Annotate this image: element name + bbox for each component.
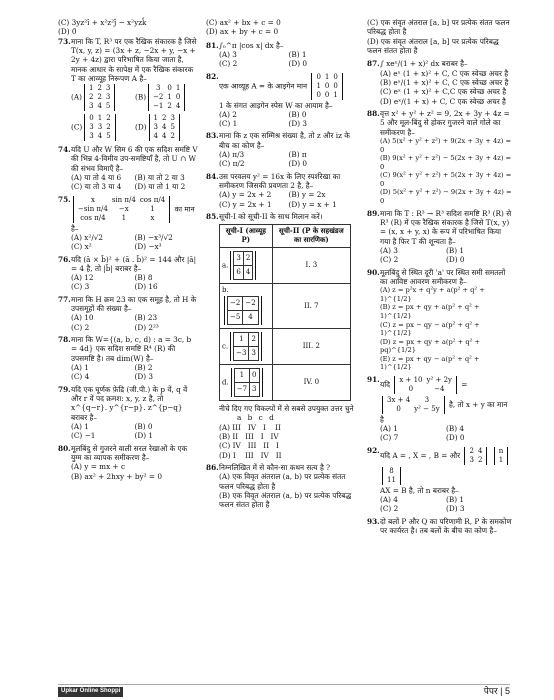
option-d: (D) I III IV II [219, 450, 282, 460]
option-c: (C) π/2 [219, 159, 245, 169]
option-d: (D) eˣ/(1 + x) + C, C एक स्वेच्छ अचर है [380, 96, 506, 106]
question-text: मूलबिंदु से स्थित दूरी 'a' पर स्थित समी समतलों का आविष्ट आवरण समीकरण है– [380, 267, 506, 286]
option-a: (A) eˣ (1 + x)² + C, C एक स्वेच्छ अचर है [380, 68, 509, 78]
question-number: 91. [367, 374, 380, 384]
list-2-header: सूची-II (P के सहखंडज का सारणिक) [272, 225, 350, 248]
matrix-cell: 1 [316, 81, 321, 90]
matrix-cell: −sin π/4 [78, 204, 108, 213]
list-1-cell: a. 3 2 6 4 [220, 248, 273, 284]
option-a: (A) y = 2x + 2 [219, 190, 272, 200]
page-number: पेपर | 5 [483, 686, 510, 696]
option-a: (A) x²/√2 [71, 232, 104, 242]
matrix-cell: 11 [387, 475, 396, 484]
option-c: (C) IV III II I [219, 441, 279, 451]
matrix-cell: −1 [153, 102, 164, 111]
option-b: (B) 23 [134, 313, 158, 323]
question-number: 89. [367, 208, 380, 218]
option-b: (B) −x³/√2 [134, 232, 173, 242]
question-text: वृत्त x² + y² + z² = 9, 2x + 3y + 4z = 5 और मूल-बिंदु से होकर गुजरने वाले गोले का समीकरण है– [380, 108, 510, 137]
matrix-cell: 2 [170, 132, 175, 141]
matrix-cell: 3 [89, 132, 94, 141]
q86-option-d: (D) एक संवृत अंतराल [a, b] पर प्रत्येक परिबद्ध फलन संतत होता है [367, 36, 499, 55]
question-90 [367, 268, 512, 372]
question-text: दो बलों P और Q का परिणामी R, P के समकोण पर कार्यरत है। तब बलों के बीच का कोण है– [380, 516, 512, 535]
question-text: सूची-I को सूची-II के साथ मिलान करें। [219, 212, 323, 222]
matrix-cell: 1 [121, 213, 127, 222]
question-83 [206, 131, 358, 168]
option-a: (A) 3 [219, 49, 237, 59]
question-text: निम्नलिखित में से कौन-सा कथन सत्य है ? [219, 462, 331, 472]
matrix-cell: sin π/4 [111, 195, 136, 204]
option-c: (C) x² [71, 242, 92, 252]
matrix-cell: 3 [105, 93, 111, 102]
list-1-cell: b. −2 −2 −5 4 [220, 284, 273, 329]
option-c: (C) −1 [71, 431, 96, 441]
option-b: (B) ax² + 2hxy + by² = 0 [71, 471, 162, 481]
option-a: (A) 5(x² + y² + z²) + 9(2x + 3y + 4z) = 0 [380, 136, 512, 154]
option-c: (C) 2 [380, 255, 399, 265]
matrix-cell: 1 [88, 84, 94, 93]
option-c: (C) या तो 3 या 4 [71, 182, 122, 192]
matrix-cell: 0 [324, 90, 330, 99]
matrix-cell: 1 [153, 114, 159, 123]
column-3 [367, 18, 512, 538]
q76-options [71, 273, 198, 292]
question-text-continued: AX = B है, तो n बराबर है– [380, 485, 459, 495]
option-b: (B) 1 [446, 494, 465, 504]
option-e: (E) z = px + qy − a(p² + q² + 1)^{1/2} [380, 354, 480, 372]
option-a: (A) 3 [380, 245, 398, 255]
match-row [220, 248, 351, 284]
question-91: 91. यदि x + 10 y² + 2y 0 −4 = 3x + 4 3 0 y² − 5y है, तो x + y का मान है (A) 1 (B) 4 (C) 7 (D) 0 [367, 375, 512, 443]
option-b: (B) 9(x² + y² + z²) − 5(2x + 3y + 4z) = 0 [380, 154, 512, 171]
matrix-cell: 1 [498, 455, 504, 464]
q73-options [71, 83, 198, 142]
column-2 [206, 18, 358, 513]
question-number: 83. [206, 131, 219, 141]
option-b: (B) या तो 2 या 3 [134, 173, 185, 182]
option-a: (A) z = p²x + q²y + a(p² + q² + 1)^{1/2} [380, 286, 485, 303]
matrix-cell: 2 [106, 123, 111, 132]
question-text: ∫₀^π |cos x| dx है– [219, 40, 284, 50]
matrix-cell: 3 [469, 455, 474, 464]
q72-option-d: (D) 0̄ [58, 27, 77, 37]
option-b: (B) 2 [134, 363, 153, 373]
matrix-cell: 2 [106, 114, 111, 123]
question-number: 74. [58, 145, 71, 155]
question-84 [206, 172, 358, 209]
option-c: (C) 9(x² + y² + z²) + 5(2x + 3y + 4z) = 0 [380, 171, 512, 188]
option-a: (A) π/3 [219, 150, 245, 160]
matrix-cell: cos π/4 [139, 195, 166, 204]
codes-header: a b c d [237, 413, 274, 423]
question-81 [206, 41, 358, 69]
question-76 [58, 255, 198, 292]
matrix-cell: 3x + 4 [387, 395, 411, 404]
matrix-cell: 4 [162, 132, 167, 141]
matrix-cell: 4 [97, 102, 102, 111]
matrix-cell: 5 [106, 132, 111, 141]
matrix [84, 84, 115, 111]
question-73 [58, 37, 198, 142]
matrix-cell: 3 [89, 123, 94, 132]
list-2-cell: III. 2 [272, 329, 350, 365]
question-89 [367, 209, 512, 265]
question-text: यदि [380, 379, 390, 389]
matrix-b [382, 467, 401, 485]
matrix-cell: 4 [153, 132, 159, 141]
q87-options [380, 69, 512, 106]
q80-option-c: (C) ax² + bx + c = 0 [206, 18, 281, 27]
option-b: (B) π [288, 150, 307, 160]
option-c: (C) 2 [71, 322, 90, 332]
option-c: (C) 2 [380, 504, 399, 514]
question-number: 88. [367, 108, 380, 118]
option-a: (A) 2 [219, 109, 237, 119]
option-b: (B) 0 [134, 422, 153, 432]
matrix-right [382, 396, 445, 414]
matrix [84, 114, 115, 141]
matrix-cell: 0 [316, 72, 321, 81]
matrix-a [464, 447, 487, 465]
option-c: (C) 7 [380, 433, 399, 443]
question-77 [58, 295, 198, 332]
matrix [148, 84, 185, 111]
question-87 [367, 59, 512, 106]
matrix-cell: 3 [153, 123, 159, 132]
question-93 [367, 517, 512, 536]
question-number: 84. [206, 171, 219, 181]
matrix-cell: 0 [333, 81, 338, 90]
question-85 [206, 212, 358, 460]
question-text: का मान है– [71, 204, 195, 233]
matrix-cell: cos π/4 [80, 213, 106, 222]
option-a: (A) 12 [71, 273, 94, 283]
option-a: (A) III IV I II [219, 422, 281, 432]
option-a: (A) y = mx + c [71, 462, 126, 472]
option-d: (D) 0 [446, 255, 465, 265]
q88-options [380, 137, 512, 206]
matrix-cell: 3 [155, 84, 161, 93]
question-number: 87. [367, 59, 380, 69]
matrix-cell: 2 [88, 93, 94, 102]
option-d: (D) 2²³ [134, 322, 159, 332]
q79-options [71, 422, 198, 441]
question-number: 78. [58, 335, 71, 345]
matrix-cell: 1 [175, 84, 181, 93]
matrix-cell: 2 [97, 84, 102, 93]
q73-option-c: (C) 0 1 2 3 3 2 3 4 5 [71, 113, 134, 142]
option-d: (D) z = px + qy + a(p² + q² + pq)^{1/2} [380, 337, 481, 355]
option-a: (A) या तो 4 या 6 [71, 173, 122, 182]
matrix-cell: 0 [89, 114, 94, 123]
q90-options [380, 286, 512, 372]
matrix-cell: 3 [170, 114, 175, 123]
page-footer [58, 684, 510, 697]
question-number: 85. [206, 212, 219, 222]
option-d: (D) 1 [134, 431, 154, 441]
question-number: 90. [367, 267, 380, 277]
option-b: (B) 4 [446, 424, 465, 434]
option-d: (D) y = x + 1 [288, 199, 337, 209]
q83-options [219, 150, 358, 169]
matrix-cell: 1 [167, 93, 172, 102]
question-number: 93. [367, 516, 380, 526]
question-92 [367, 446, 512, 514]
option-d: (D) 3 [288, 119, 308, 129]
option-b: (B) एक विवृत अंतराल (a, b) पर प्रत्येक परिबद्ध फलन संतत होता है [219, 490, 352, 510]
question-number: 86. [206, 462, 219, 472]
option-b: (B) z = px + qy + a(p² + q² + 1)^{1/2} [380, 303, 480, 320]
matrix-cell: −4 [434, 384, 445, 393]
matrix-cell: 0 [333, 72, 338, 81]
matrix-cell: −2 [153, 93, 164, 102]
question-text: माना कि T : R³ → R³ सदिश समष्टि R³ (R) से R³ (R) में एक रैखिक संकारक है जिसे T(x, y) = (x, x + y, x) के रूप में परिभाषित किया गया है फिर T की शून्यता है– [380, 208, 512, 246]
question-74 [58, 145, 198, 192]
option-c: (C) z = px − qy − a(p² + q² + 1)^{1/2} [380, 320, 480, 338]
option-a: (A) 10 [71, 313, 94, 323]
question-text: एक आव्यूह A = के आइगेन मान [219, 81, 308, 91]
list-1-cell: c. 1 2 −3 3 [220, 329, 273, 365]
determinant [73, 196, 170, 223]
question-75 [58, 195, 198, 252]
q72-option-c: (C) 3yz²î + x²z²ĵ − x²yzk̂ [58, 18, 147, 27]
option-a: (A) 1 [71, 422, 89, 432]
q73-option-a: (A) 1 2 3 2 2 3 3 4 5 [71, 83, 134, 112]
matrix-cell: 2 [477, 455, 483, 464]
option-b: (B) II III I IV [219, 431, 279, 441]
question-86 [206, 463, 358, 510]
question-number: 76. [58, 254, 71, 264]
question-number: 82. [206, 71, 219, 81]
q92-options [380, 495, 512, 514]
option-a: (A) 4 [380, 494, 398, 504]
matrix-cell: y² + 2y [426, 375, 452, 384]
option-a: (A) 1 [380, 424, 398, 434]
matrix-cell: 2 [167, 102, 172, 111]
matrix-cell: 3 [105, 84, 111, 93]
q75-options [71, 233, 198, 252]
option-d: (D) 0 [288, 59, 308, 69]
matrix-cell: y² − 5y [414, 404, 440, 413]
list-1-header: सूची-I (आव्यूह P) [220, 225, 273, 248]
matrix-cell: 2 [162, 114, 167, 123]
q80-option-d: (D) ax + by + c = 0 [206, 27, 279, 37]
list-2-cell: I. 3 [272, 248, 350, 284]
option-d: (D) 5(x² + y² + z²) − 9(2x + 3y + 4z) = 0 [380, 188, 512, 205]
question-text: मूलबिंदु से गुजरने वाली सरल रेखाओं के एक युग्म का व्यापक समीकरण है– [71, 443, 188, 463]
matrix-cell: 3 [88, 102, 94, 111]
option-d: (D) 0 [446, 433, 465, 443]
matrix-cell: 0 [408, 384, 414, 393]
matrix-cell: 0 [316, 90, 321, 99]
question-text: यदि (ā × b̄)² + (ā . b̄)² = 144 और |ā| = 4 है, तो |b̄| बराबर है– [71, 254, 197, 273]
option-d: (D) 16 [134, 282, 158, 292]
match-row [220, 284, 351, 329]
question-text-continued: है, तो x + y का मान है [380, 399, 508, 424]
option-d: (D) 3 [446, 504, 465, 514]
question-88 [367, 109, 512, 206]
option-a: (A) 1 [71, 363, 89, 373]
matrix-cell: 3 [97, 123, 103, 132]
matrix-cell: 0 [167, 84, 172, 93]
q73-option-d: (D) 1 2 3 3 4 5 4 4 2 [135, 113, 198, 142]
option-b: (B) 0 [288, 109, 307, 119]
list-1-cell: d. 1 0 −7 3 [220, 365, 273, 401]
matrix-cell: 5 [170, 123, 175, 132]
instruction-text: नीचे दिए गए विकल्पों में से सबसे उपयुक्त उत्तर चुने [219, 403, 354, 413]
matrix-cell: x [150, 213, 155, 222]
option-b: (B) 1 [446, 245, 465, 255]
matrix-left [394, 376, 457, 394]
question-text: उस परवलय y² = 16x के लिए स्पर्शरेखा का समीकरण जिसकी प्रवणता 2 है, है– [219, 171, 341, 191]
q77-options [71, 313, 198, 332]
option-d: (D) 3 [134, 372, 154, 382]
q84-options [219, 190, 358, 209]
matrix-cell: 4 [162, 123, 167, 132]
matrix-cell: 5 [105, 102, 111, 111]
matrix-cell: x [90, 195, 95, 204]
option-d: (D) 0 [288, 159, 308, 169]
question-number: 77. [58, 294, 71, 304]
question-number: 80. [58, 443, 71, 453]
question-text: माना कि z एक सम्मिश्र संख्या है, तो z और iz के बीच का कोण है– [219, 131, 350, 150]
matrix-cell: 1 [324, 72, 330, 81]
question-79 [58, 385, 198, 441]
option-c: (C) eˣ (1 + x)² + C,C एक स्वेच्छ अचर है [380, 87, 507, 97]
question-80 [58, 444, 198, 481]
matrix-cell: 0 [324, 81, 330, 90]
q86-option-c: (C) एक संवृत अंतराल [a, b] पर प्रत्येक संतत फलन परिबद्ध होता है [367, 18, 510, 37]
matrix-x [494, 447, 509, 465]
matrix-cell: 3 [424, 395, 430, 404]
matrix-cell: 1 [97, 114, 103, 123]
matrix-cell: 1 [333, 90, 338, 99]
option-d: (D) या तो 1 या 2 [134, 182, 186, 192]
option-c: (C) 4 [71, 372, 90, 382]
question-82 [206, 72, 358, 129]
matrix-cell: 0 [175, 93, 181, 102]
matrix [311, 73, 342, 100]
question-text: ∫ xeˣ/(1 + x)² dx बराबर है– [380, 59, 468, 69]
match-row [220, 365, 351, 401]
match-row [220, 329, 351, 365]
option-a: (A) एक विवृत अंतराल (a, b) पर प्रत्येक संतत फलन परिबद्ध होता है [219, 472, 346, 491]
q82-options [219, 110, 358, 129]
option-c: (C) y = 2x + 1 [219, 199, 272, 209]
question-number: 75. [58, 194, 71, 204]
matrix [149, 114, 180, 141]
option-c: (C) 1 [219, 119, 238, 129]
matrix-cell: 1 [150, 204, 155, 213]
option-c: (C) 3 [71, 282, 90, 292]
matrix-cell: 4 [175, 102, 181, 111]
question-78 [58, 335, 198, 382]
matrix-cell: −x [118, 204, 129, 213]
q73-option-b: (B) 3 0 1 −2 1 0 −1 2 4 [135, 83, 198, 112]
q91-options [380, 424, 512, 443]
option-b: (B) eˣ/(1 + x)² + C, C एक स्वेच्छ अचर है [380, 77, 509, 87]
option-c: (C) 2 [219, 59, 238, 69]
matrix-cell: 2 [97, 93, 102, 102]
matrix-cell: 8 [389, 466, 394, 475]
option-d: (D) −x³ [134, 242, 162, 252]
question-text: माना कि W={(a, b, c, d) : a = 3c, b = 4d} एक सदिश समष्टि R⁴ (R) की उपसमष्टि है। तब dim(W) है– [71, 335, 192, 363]
option-b: (B) 1 [288, 49, 307, 59]
question-text: माना कि H क्रम 23 का एक समूह है, तो H के उपसमूहों की संख्या है– [71, 294, 197, 314]
question-text: यदि A = , X = , B = और [380, 450, 461, 460]
question-text-continued: 1 के संगत आइगेन स्पेस W का आयाम है– [219, 100, 333, 110]
column-1 [58, 18, 198, 484]
question-text: यदि एक घूर्णक फ़ेद्रि (जी.पी.) के p वें, q वें और r वें पद क्रमश: x, y, z है, तो x^{q−r}. y^{r−p}. z^{p−q} बराबर है– [71, 384, 188, 422]
list-2-cell: IV. 0 [272, 365, 350, 401]
matrix-cell: 0 [396, 404, 401, 413]
question-text: माना कि T, R³ पर एक रैखिक संकारक है जिसे T(x, y, z) = (3x + z, −2x + y, −x + 2y + 4z) द्वारा परिभाषित किया जाता है, मानक आधार के सापेक्ष में एक रैखिक संकारक T का आव्यूह निरूपण A है– [71, 36, 197, 83]
q74-options [71, 173, 198, 192]
option-b: (B) 8 [134, 273, 153, 283]
matrix-cell: 4 [97, 132, 103, 141]
publisher-logo: Upkar Online Shoppi [58, 687, 123, 697]
question-number: 73. [58, 36, 71, 46]
q89-options [380, 246, 512, 265]
question-number: 81. [206, 40, 219, 50]
matrix-cell: 4 [477, 446, 483, 455]
matrix-cell: 2 [469, 446, 474, 455]
question-text: यदि U और W सिम 6 की एक सदिश समष्टि V की भिन्न 4-विमीय उप-समष्टियाँ है, तो U ∩ W की संभव विमाएँ है– [71, 145, 198, 173]
q78-options [71, 363, 198, 382]
question-number: 92. [367, 445, 380, 455]
matrix-cell: x + 10 [399, 375, 423, 384]
match-table [219, 224, 351, 400]
matrix-cell: n [498, 446, 504, 455]
question-number: 79. [58, 384, 71, 394]
q81-options [219, 50, 358, 69]
list-2-cell: II. 7 [272, 284, 350, 329]
option-b: (B) y = 2x [288, 190, 326, 200]
